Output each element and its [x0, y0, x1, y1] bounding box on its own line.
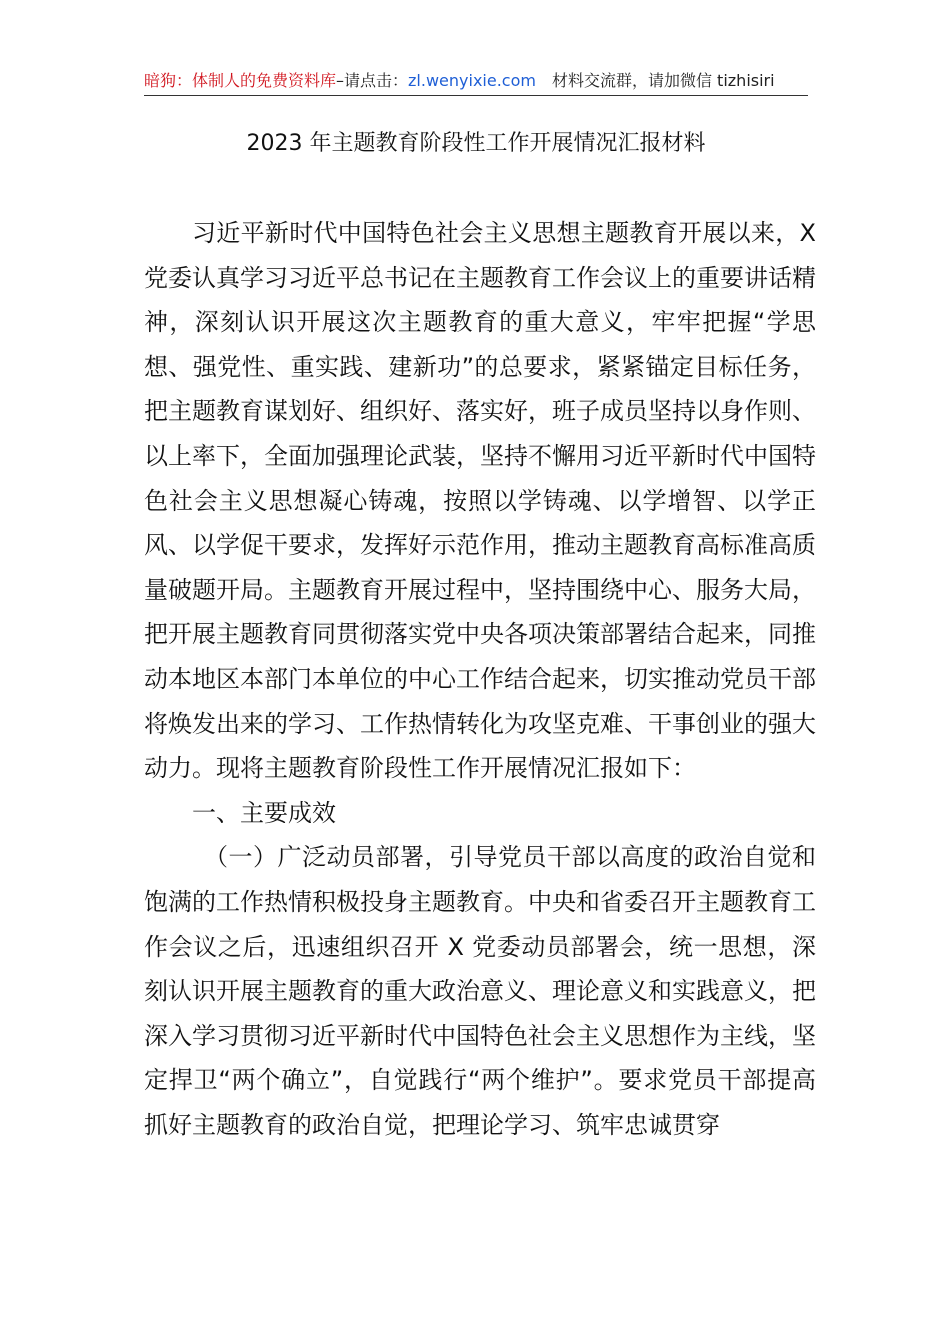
- header-group-note: 材料交流群，请加微信 tizhisiri: [551, 71, 775, 90]
- document-body: [144, 211, 816, 1147]
- header-divider: [144, 95, 808, 96]
- subsection-paragraph: （一）广泛动员部署，引导党员干部以高度的政治自觉和饱满的工作热情积极投身主题教育。中央和省委召开主题教育工作会议之后，迅速组织召开 X 党委动员部署会，统一思想，深刻认识开展主题教育的重大政治意义、理论意义和实践意义，把深入学习贯彻习近平新时代中国特色社会主义思想作为主线，坚定捍卫“两个确立”，自觉践行“两个维护”。要求党员干部提高抓好主题教育的政治自觉，把理论学习、筑牢忠诚贯穿: [144, 843, 816, 1139]
- intro-paragraph: 习近平新时代中国特色社会主义思想主题教育开展以来，X党委认真学习习近平总书记在主题教育工作会议上的重要讲话精神，深刻认识开展这次主题教育的重大意义，牢牢把握“学思想、强党性、重实践、建新功”的总要求，紧紧锚定目标任务，把主题教育谋划好、组织好、落实好，班子成员坚持以身作则、以上率下，全面加强理论武装，坚持不懈用习近平新时代中国特色社会主义思想凝心铸魂，按照以学铸魂、以学增智、以学正风、以学促干要求，发挥好示范作用，推动主题教育高标准高质量破题开局。主题教育开展过程中，坚持围绕中心、服务大局，把开展主题教育同贯彻落实党中央各项决策部署结合起来，同推动本地区本部门本单位的中心工作结合起来，切实推动党员干部将焕发出来的学习、工作热情转化为攻坚克难、干事创业的强大动力。现将主题教育阶段性工作开展情况汇报如下：: [144, 219, 816, 783]
- header-prompt: –请点击：: [336, 71, 409, 90]
- header-link[interactable]: zl.wenyixie.com: [408, 71, 536, 90]
- section-heading: 一、主要成效: [192, 798, 336, 827]
- document-title: 2023 年主题教育阶段性工作开展情况汇报材料: [246, 131, 706, 156]
- header-brand: 暗狗：体制人的免费资料库: [144, 71, 337, 90]
- header-banner: [144, 68, 808, 94]
